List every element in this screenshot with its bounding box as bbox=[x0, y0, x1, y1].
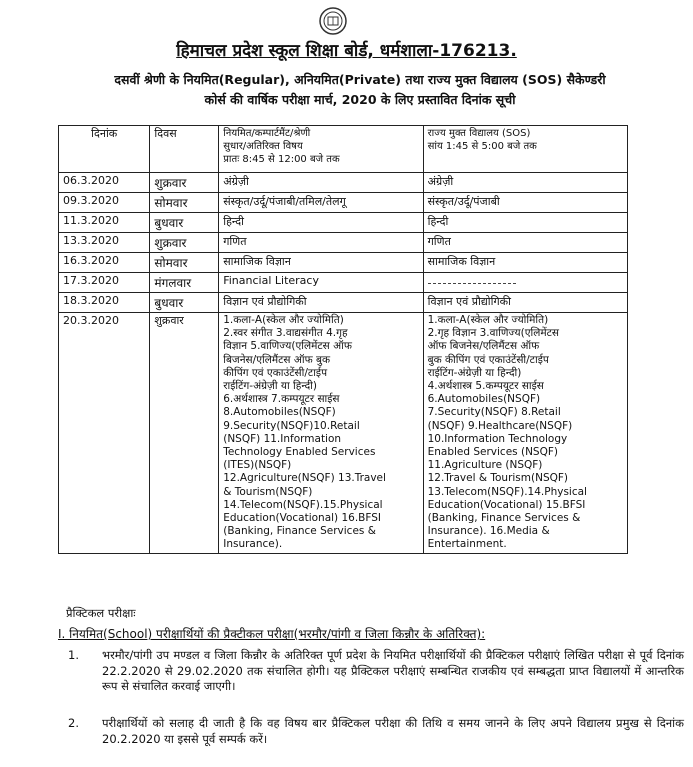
subject-line: 7.Security(NSQF) 8.Retail bbox=[427, 406, 561, 419]
empty-dashed-line bbox=[428, 283, 516, 284]
subject-line: बिजनेस/एलिमैंटस ऑफ बुक bbox=[223, 353, 331, 366]
subject-line: 2.स्वर संगीत 3.वाद्यसंगीत 4.गृह bbox=[223, 327, 348, 340]
row-regular-subject: सामाजिक विज्ञान bbox=[219, 253, 423, 273]
row-day: शुक्रवार bbox=[150, 233, 219, 253]
table-row bbox=[59, 233, 628, 253]
header-regular: नियमित/कम्पार्टमैंट/श्रेणी सुधार/अतिरिक्त विषय प्रातः 8:45 से 12:00 बजे तक bbox=[219, 126, 423, 173]
subject-line: (Banking, Finance Services & bbox=[427, 512, 581, 525]
row-day: शुक्रवार bbox=[150, 173, 219, 193]
table-row bbox=[59, 173, 628, 193]
subject-line: 13.Telecom(NSQF).14.Physical bbox=[427, 485, 587, 498]
subject-line: Insurance). bbox=[223, 538, 283, 551]
row-sos-subject: अंग्रेज़ी bbox=[423, 173, 627, 193]
subject-line: Technology Enabled Services bbox=[223, 446, 376, 459]
row-date: 17.3.2020 bbox=[59, 273, 150, 293]
subject-line: ऑफ बिजनेस/एलिमैंटस ऑफ bbox=[427, 340, 540, 353]
subject-line: 2.गृह विज्ञान 3.वाणिज्य(एलिमेंटस bbox=[427, 327, 560, 340]
subject-line: (ITES)(NSQF) bbox=[223, 459, 292, 472]
table-row bbox=[59, 193, 628, 213]
table-header-row bbox=[59, 126, 628, 173]
row-sos-subject bbox=[423, 273, 627, 293]
subject-line: 1.कला-A(स्केल और ज्योमिति) bbox=[427, 314, 549, 326]
row-sos-subjects bbox=[423, 313, 627, 554]
row-date: 16.3.2020 bbox=[59, 253, 150, 273]
row-date: 11.3.2020 bbox=[59, 213, 150, 233]
subject-line: (NSQF) 9.Healthcare(NSQF) bbox=[427, 419, 573, 432]
row-date: 18.3.2020 bbox=[59, 293, 150, 313]
subject-line: Insurance). 16.Media & bbox=[427, 525, 550, 538]
row-day: मंगलवार bbox=[150, 273, 219, 293]
row-date: 09.3.2020 bbox=[59, 193, 150, 213]
row-regular-subjects bbox=[219, 313, 423, 554]
subject-line: 12.Travel & Tourism(NSQF) bbox=[427, 472, 569, 485]
row-day: शुक्रवार bbox=[150, 313, 219, 554]
practical-heading: प्रैक्टिकल परीक्षाः bbox=[66, 606, 136, 620]
practical-subheading: I. नियमित(School) परीक्षार्थियों की प्रैक्टीकल परीक्षा(भरमौर/पांगी व जिला किन्नौर के अतिरिक्त): bbox=[58, 627, 486, 641]
subject-line: 9.Security(NSQF)10.Retail bbox=[223, 419, 360, 432]
row-sos-subject: गणित bbox=[423, 233, 627, 253]
board-emblem-icon bbox=[318, 6, 348, 36]
subject-line: (NSQF) 11.Information bbox=[223, 432, 342, 445]
row-regular-subject: विज्ञान एवं प्रौद्योगिकी bbox=[219, 293, 423, 313]
document-subtitle: दसवीं श्रेणी के नियमित(Regular), अनियमित(Private) तथा राज्य मुक्त विद्यालय (SOS) सैकेण्डरी कोर्स की वार्षिक परीक्षा मार्च, 2020 के लिए प्रस्तावित दिनांक सूची bbox=[114, 72, 606, 107]
table-row bbox=[59, 253, 628, 273]
subject-line: 12.Agriculture(NSQF) 13.Travel bbox=[223, 472, 386, 485]
row-date: 20.3.2020 bbox=[59, 313, 150, 554]
row-sos-subject: संस्कृत/उर्दू/पंजाबी bbox=[423, 193, 627, 213]
row-regular-subject: गणित bbox=[219, 233, 423, 253]
subject-line: 10.Information Technology bbox=[427, 432, 568, 445]
subject-line: Education(Vocational) 16.BFSI bbox=[223, 512, 382, 525]
row-regular-subject: Financial Literacy bbox=[219, 273, 423, 293]
subject-line: Education(Vocational) 15.BFSI bbox=[427, 498, 586, 511]
subject-line: Enabled Services (NSQF) bbox=[427, 446, 558, 459]
subject-line: 6.Automobiles(NSQF) bbox=[427, 393, 541, 406]
subject-line: 11.Agriculture (NSQF) bbox=[427, 459, 543, 472]
row-date: 06.3.2020 bbox=[59, 173, 150, 193]
row-sos-subject: सामाजिक विज्ञान bbox=[423, 253, 627, 273]
table-row bbox=[59, 273, 628, 293]
subject-line: (Banking, Finance Services & bbox=[223, 525, 376, 538]
subject-line: राईटिंग-अंग्रेज़ी या हिन्दी) bbox=[223, 380, 317, 393]
row-regular-subject: संस्कृत/उर्दू/पंजाबी/तमिल/तेलगू bbox=[219, 193, 423, 213]
row-regular-subject: अंग्रेज़ी bbox=[219, 173, 423, 193]
subject-line: 14.Telecom(NSQF).15.Physical bbox=[223, 498, 383, 511]
subject-line: 4.अर्थशास्त्र 5.कम्पयूटर साईस bbox=[427, 380, 544, 393]
table-row bbox=[59, 293, 628, 313]
header-day: दिवस bbox=[150, 126, 219, 173]
row-day: सोमवार bbox=[150, 193, 219, 213]
row-day: बुधवार bbox=[150, 293, 219, 313]
header-sos: राज्य मुक्त विद्यालय (SOS) सांय 1:45 से 5:00 बजे तक bbox=[423, 126, 627, 173]
row-day: बुधवार bbox=[150, 213, 219, 233]
row-sos-subject: हिन्दी bbox=[423, 213, 627, 233]
subject-line: 8.Automobiles(NSQF) bbox=[223, 406, 336, 419]
document-title: हिमाचल प्रदेश स्कूल शिक्षा बोर्ड, धर्मशाला-176213. bbox=[176, 41, 517, 61]
row-sos-subject: विज्ञान एवं प्रौद्योगिकी bbox=[423, 293, 627, 313]
subject-line: कीपिंग एवं एकाउंटेंसी/टाईप bbox=[223, 366, 328, 379]
subject-line: Entertainment. bbox=[427, 538, 507, 551]
exam-schedule-table bbox=[58, 125, 628, 554]
subject-line: बुक कीपिंग एवं एकाउंटेंसी/टाईप bbox=[427, 353, 549, 366]
subject-line: विज्ञान 5.वाणिज्य(एलिमेंटस ऑफ bbox=[223, 340, 352, 353]
table-row bbox=[59, 313, 628, 554]
subject-line: 1.कला-A(स्केल और ज्योमिति) bbox=[223, 314, 344, 326]
row-day: सोमवार bbox=[150, 253, 219, 273]
subject-line: राईटिंग-अंग्रेज़ी या हिन्दी) bbox=[427, 366, 522, 379]
header-date: दिनांक bbox=[59, 126, 150, 173]
table-row bbox=[59, 213, 628, 233]
row-date: 13.3.2020 bbox=[59, 233, 150, 253]
subject-line: & Tourism(NSQF) bbox=[223, 485, 313, 498]
row-regular-subject: हिन्दी bbox=[219, 213, 423, 233]
subject-line: 6.अर्थशास्त्र 7.कम्पयूटर साईस bbox=[223, 393, 340, 406]
